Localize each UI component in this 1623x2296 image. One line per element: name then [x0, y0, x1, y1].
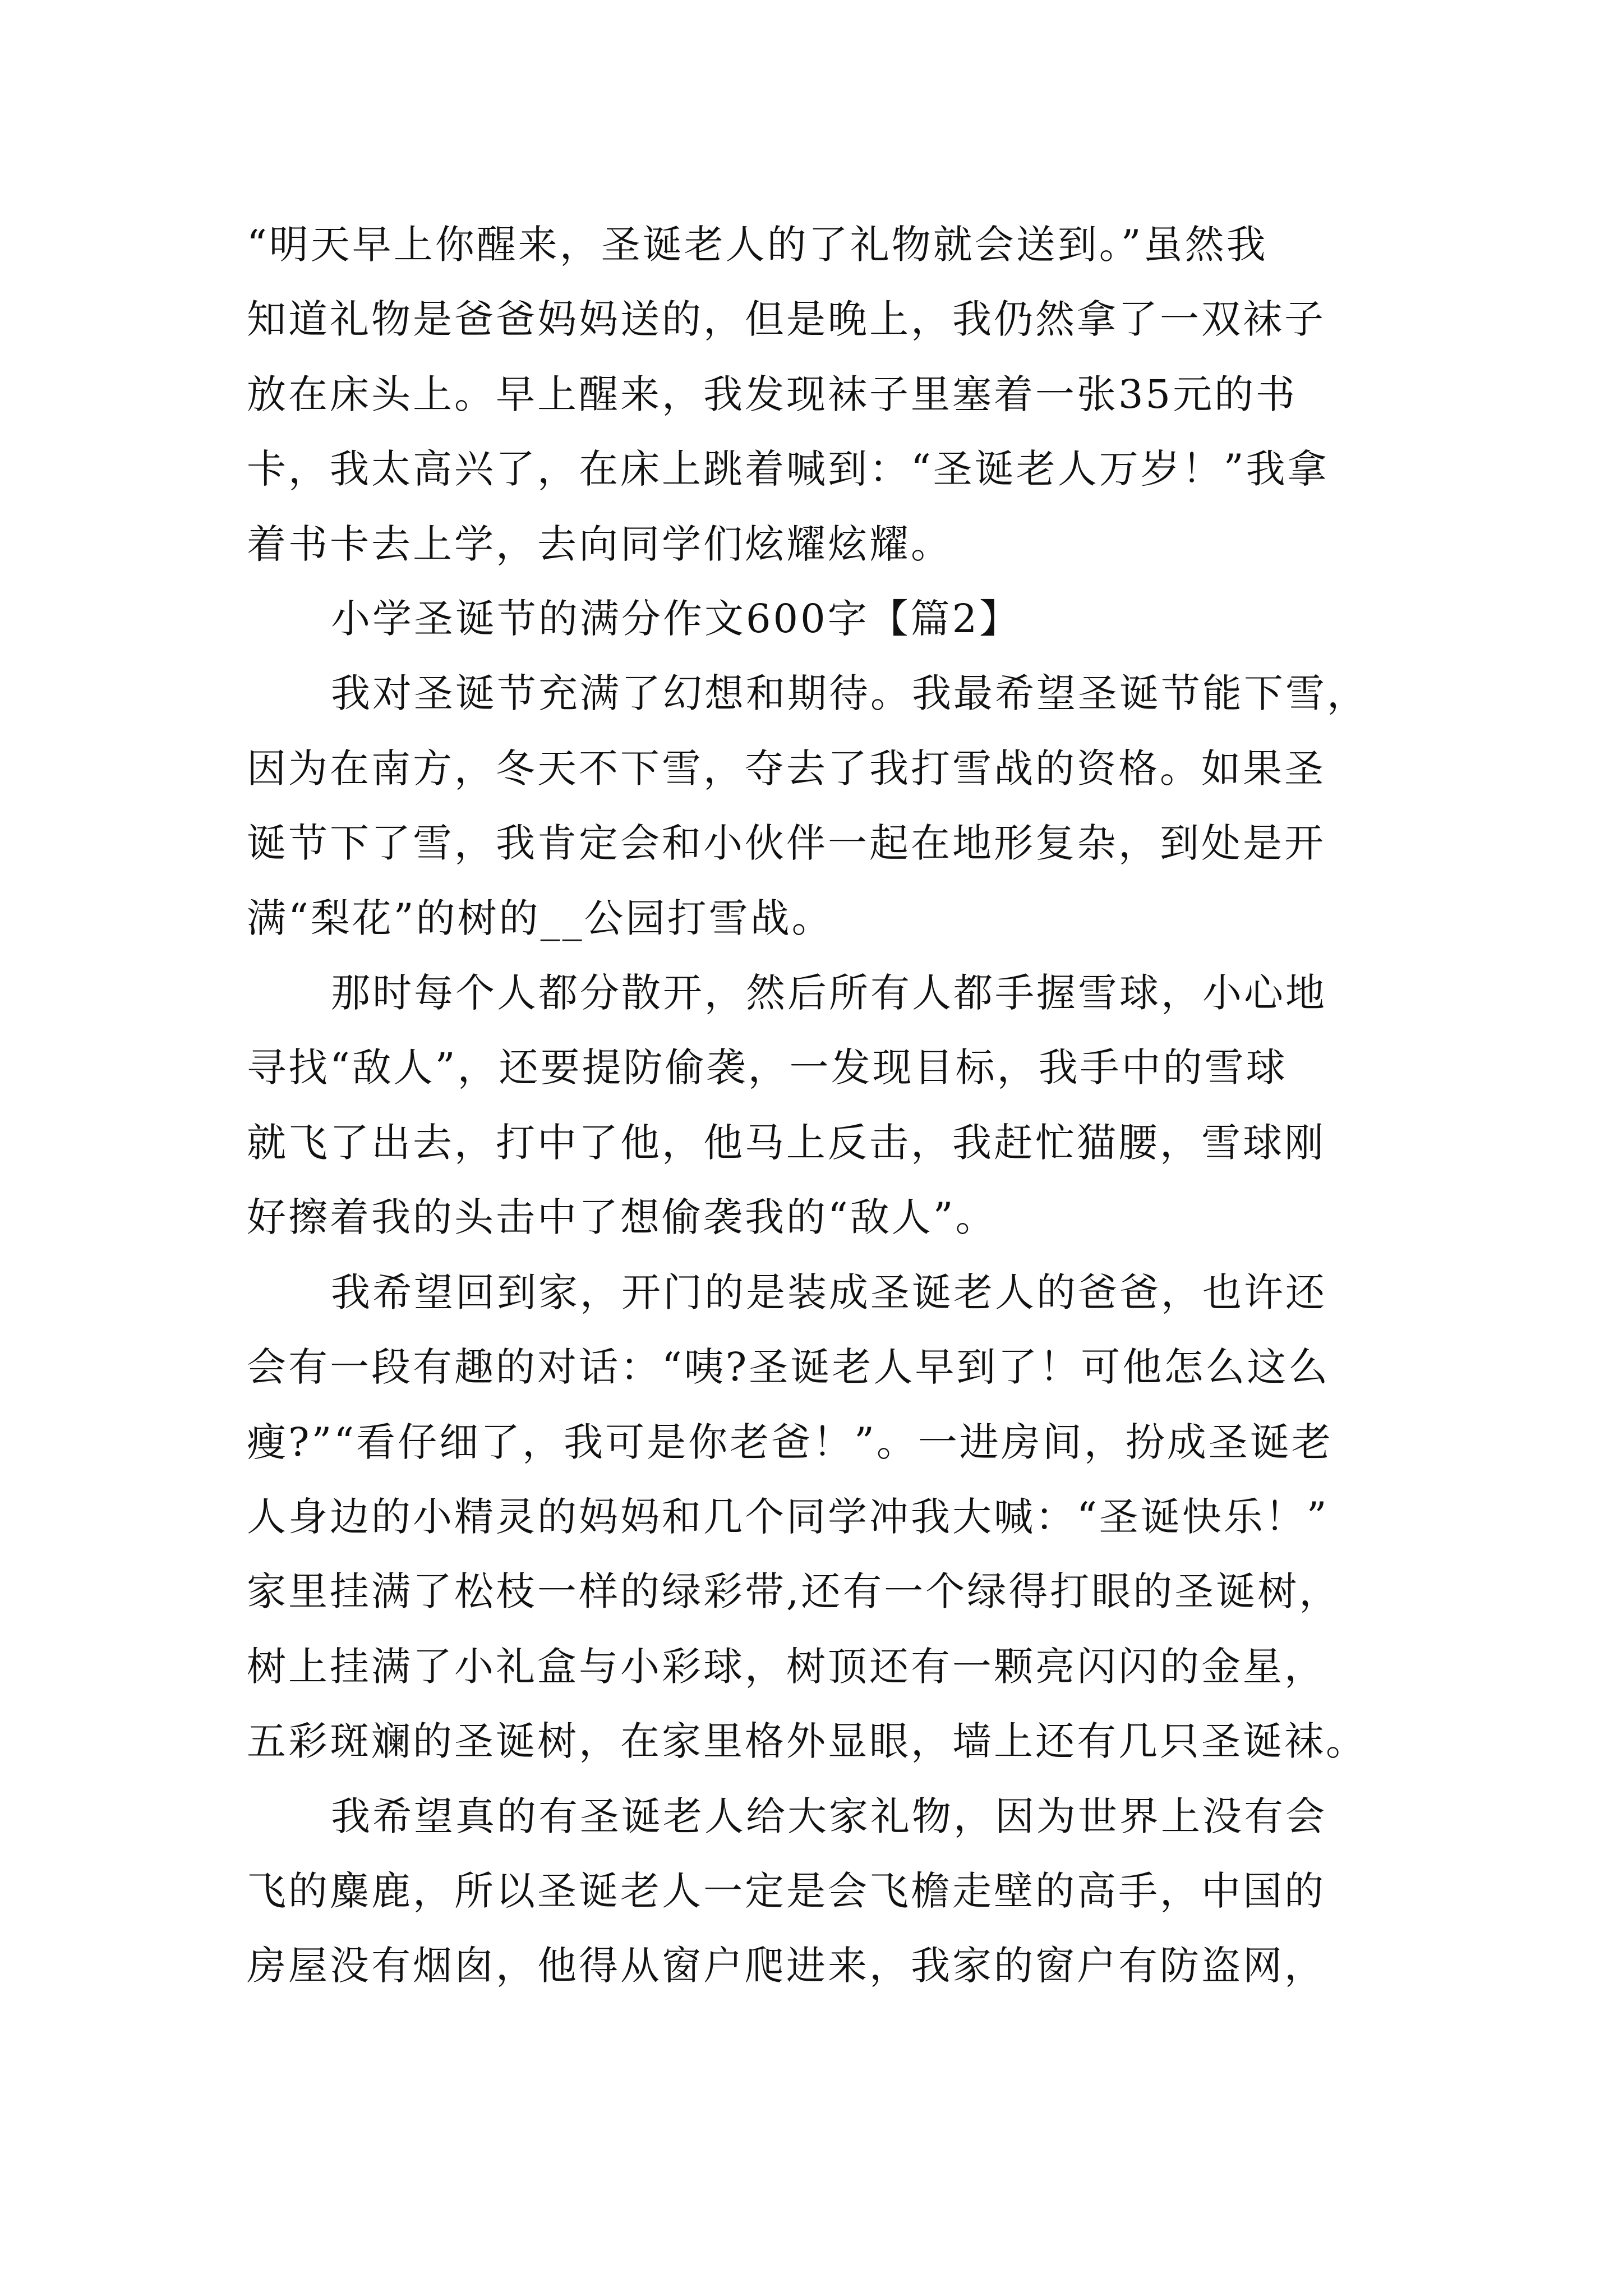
text-line: 满“梨花”的树的__公园打雪战。 — [247, 895, 833, 941]
text-line: 着书卡去上学，去向同学们炫耀炫耀。 — [247, 521, 952, 567]
text-line: 放在床头上。早上醒来，我发现袜子里塞着一张35元的书 — [247, 371, 1298, 417]
text-line: 卡，我太高兴了，在床上跳着喊到：“圣诞老人万岁！”我拿 — [247, 446, 1329, 493]
text-line: 树上挂满了小礼盒与小彩球，树顶还有一颗亮闪闪的金星， — [247, 1643, 1326, 1690]
document-body — [247, 208, 1399, 2004]
text-line: 人身边的小精灵的妈妈和几个同学冲我大喊：“圣诞快乐！” — [247, 1493, 1329, 1540]
text-line: 飞的麋鹿，所以圣诞老人一定是会飞檐走壁的高手，中国的 — [247, 1867, 1326, 1914]
text-line: 会有一段有趣的对话：“咦?圣诞老人早到了！可他怎么这么 — [247, 1344, 1330, 1391]
text-line: 房屋没有烟囱，他得从窗户爬进来，我家的窗户有防盗网， — [247, 1943, 1326, 1989]
text-line: 瘦?”“看仔细了，我可是你老爸！”。一进房间，扮成圣诞老 — [247, 1419, 1333, 1465]
section-title: 小学圣诞节的满分作文600字【篇2】 — [331, 596, 1021, 642]
text-line: 我对圣诞节充满了幻想和期待。我最希望圣诞节能下雪， — [331, 670, 1368, 717]
paragraph — [247, 656, 1399, 956]
text-line: 诞节下了雪，我肯定会和小伙伴一起在地形复杂，到处是开 — [247, 820, 1326, 867]
text-line: 家里挂满了松枝一样的绿彩带,还有一个绿得打眼的圣诞树， — [247, 1568, 1341, 1615]
text-line: 因为在南方，冬天不下雪，夺去了我打雪战的资格。如果圣 — [247, 745, 1326, 792]
text-line: 知道礼物是爸爸妈妈送的，但是晚上，我仍然拿了一双袜子 — [247, 296, 1326, 343]
text-line: 我希望真的有圣诞老人给大家礼物，因为世界上没有会 — [331, 1793, 1327, 1839]
paragraph — [247, 1779, 1399, 2004]
paragraph — [247, 1255, 1399, 1779]
text-line: 寻找“敌人”，还要提防偷袭，一发现目标，我手中的雪球 — [247, 1045, 1288, 1091]
text-line: 就飞了出去，打中了他，他马上反击，我赶忙猫腰，雪球刚 — [247, 1119, 1326, 1166]
text-line: 那时每个人都分散开，然后所有人都手握雪球，小心地 — [331, 970, 1327, 1016]
text-line: 五彩斑斓的圣诞树，在家里格外显眼，墙上还有几只圣诞袜。 — [247, 1718, 1367, 1765]
paragraph — [247, 956, 1399, 1255]
paragraph-continuation — [247, 208, 1399, 582]
text-line: 我希望回到家，开门的是装成圣诞老人的爸爸，也许还 — [331, 1269, 1327, 1315]
text-line: “明天早上你醒来，圣诞老人的了礼物就会送到。”虽然我 — [247, 222, 1268, 268]
text-line: 好擦着我的头击中了想偷袭我的“敌人”。 — [247, 1194, 997, 1241]
